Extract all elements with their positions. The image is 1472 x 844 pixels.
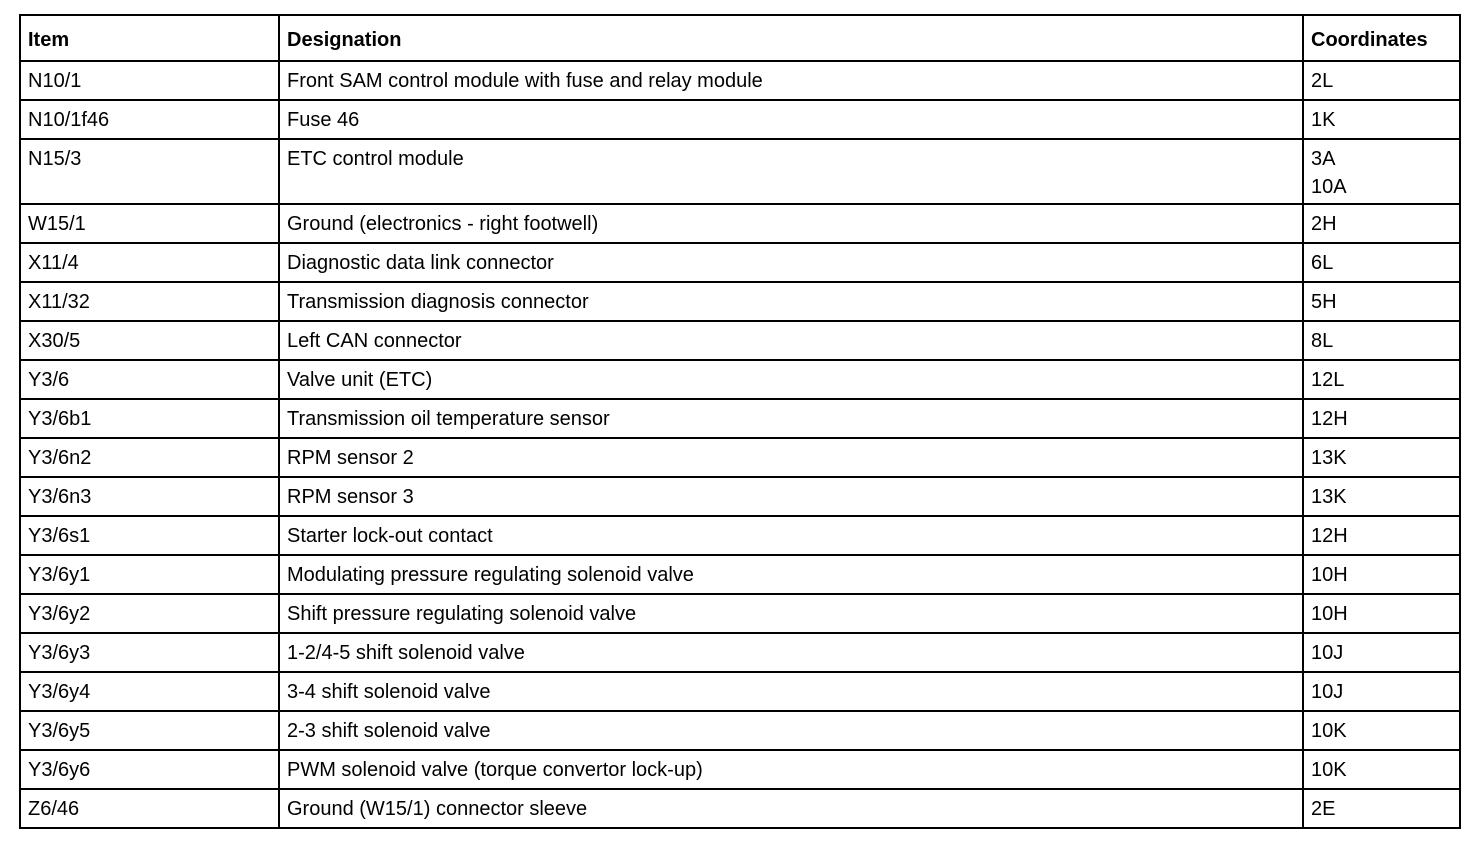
table-row [20, 321, 1460, 360]
coordinate-value: 10K [1311, 759, 1347, 781]
coordinates-cell [1303, 633, 1460, 672]
coordinates-column-header: Coordinates [1303, 15, 1460, 61]
coordinates-cell [1303, 594, 1460, 633]
item-cell: X11/32 [20, 282, 279, 321]
coordinates-cell [1303, 672, 1460, 711]
table-row [20, 399, 1460, 438]
table-row [20, 711, 1460, 750]
designation-cell: Front SAM control module with fuse and relay module [279, 61, 1303, 100]
designation-cell: RPM sensor 3 [279, 477, 1303, 516]
coordinate-value: 2L [1311, 70, 1334, 92]
coordinates-cell [1303, 438, 1460, 477]
designation-cell: Left CAN connector [279, 321, 1303, 360]
coordinates-cell [1303, 789, 1460, 828]
coordinate-value: 10H [1311, 603, 1348, 625]
item-cell: Y3/6 [20, 360, 279, 399]
designation-cell: Transmission oil temperature sensor [279, 399, 1303, 438]
coordinate-value: 8L [1311, 330, 1334, 352]
designation-cell: ETC control module [279, 139, 1303, 204]
coordinate-value: 2H [1311, 213, 1337, 235]
coordinates-cell [1303, 360, 1460, 399]
table-row [20, 360, 1460, 399]
table-row [20, 139, 1460, 204]
coordinate-value: 2E [1311, 798, 1336, 820]
component-legend-table [19, 14, 1461, 829]
item-cell: X11/4 [20, 243, 279, 282]
coordinate-value: 10H [1311, 564, 1348, 586]
coordinates-cell [1303, 555, 1460, 594]
coordinates-cell [1303, 282, 1460, 321]
coordinate-value: 13K [1311, 486, 1347, 508]
coordinates-cell [1303, 100, 1460, 139]
item-cell: W15/1 [20, 204, 279, 243]
designation-cell: Transmission diagnosis connector [279, 282, 1303, 321]
item-cell: N10/1f46 [20, 100, 279, 139]
coordinates-cell [1303, 321, 1460, 360]
item-cell: Y3/6n3 [20, 477, 279, 516]
table-row [20, 594, 1460, 633]
item-cell: N10/1 [20, 61, 279, 100]
item-cell: Z6/46 [20, 789, 279, 828]
designation-cell: Shift pressure regulating solenoid valve [279, 594, 1303, 633]
coordinate-value: 3A [1311, 148, 1336, 170]
designation-column-header: Designation [279, 15, 1303, 61]
coordinates-cell [1303, 61, 1460, 100]
designation-cell: RPM sensor 2 [279, 438, 1303, 477]
item-cell: Y3/6y5 [20, 711, 279, 750]
table-row [20, 61, 1460, 100]
table-row [20, 633, 1460, 672]
item-cell: Y3/6b1 [20, 399, 279, 438]
coordinate-value: 12L [1311, 369, 1345, 391]
coordinate-value: 10K [1311, 720, 1347, 742]
table-row [20, 243, 1460, 282]
coordinate-value: 10A [1311, 176, 1347, 198]
item-cell: N15/3 [20, 139, 279, 204]
table-row [20, 789, 1460, 828]
table-row [20, 477, 1460, 516]
table-header [20, 15, 1460, 61]
table-row [20, 516, 1460, 555]
coordinate-value: 1K [1311, 109, 1336, 131]
designation-cell: 1-2/4-5 shift solenoid valve [279, 633, 1303, 672]
table-row [20, 555, 1460, 594]
item-cell: Y3/6y4 [20, 672, 279, 711]
designation-cell: Modulating pressure regulating solenoid valve [279, 555, 1303, 594]
designation-cell: Ground (electronics - right footwell) [279, 204, 1303, 243]
coordinate-value: 12H [1311, 525, 1348, 547]
coordinates-cell [1303, 243, 1460, 282]
table-row [20, 672, 1460, 711]
coordinates-cell [1303, 139, 1460, 204]
designation-cell: Fuse 46 [279, 100, 1303, 139]
coordinate-value: 13K [1311, 447, 1347, 469]
coordinate-value: 5H [1311, 291, 1337, 313]
table-row [20, 438, 1460, 477]
item-cell: Y3/6s1 [20, 516, 279, 555]
designation-cell: Valve unit (ETC) [279, 360, 1303, 399]
table-row [20, 750, 1460, 789]
table-row [20, 100, 1460, 139]
item-cell: Y3/6y1 [20, 555, 279, 594]
coordinates-cell [1303, 204, 1460, 243]
coordinate-value: 6L [1311, 252, 1334, 274]
table-row [20, 282, 1460, 321]
item-cell: Y3/6y6 [20, 750, 279, 789]
coordinates-cell [1303, 750, 1460, 789]
item-cell: Y3/6n2 [20, 438, 279, 477]
item-cell: X30/5 [20, 321, 279, 360]
designation-cell: Ground (W15/1) connector sleeve [279, 789, 1303, 828]
designation-cell: 3-4 shift solenoid valve [279, 672, 1303, 711]
designation-cell: PWM solenoid valve (torque convertor lock-up) [279, 750, 1303, 789]
coordinates-cell [1303, 516, 1460, 555]
coordinates-cell [1303, 477, 1460, 516]
header-row [20, 15, 1460, 61]
coordinate-value: 10J [1311, 681, 1344, 703]
coordinates-cell [1303, 711, 1460, 750]
designation-cell: Diagnostic data link connector [279, 243, 1303, 282]
coordinate-value: 12H [1311, 408, 1348, 430]
coordinate-value: 10J [1311, 642, 1344, 664]
item-cell: Y3/6y2 [20, 594, 279, 633]
item-column-header: Item [20, 15, 279, 61]
coordinates-cell [1303, 399, 1460, 438]
designation-cell: Starter lock-out contact [279, 516, 1303, 555]
table-row [20, 204, 1460, 243]
designation-cell: 2-3 shift solenoid valve [279, 711, 1303, 750]
table-body [20, 61, 1460, 828]
item-cell: Y3/6y3 [20, 633, 279, 672]
